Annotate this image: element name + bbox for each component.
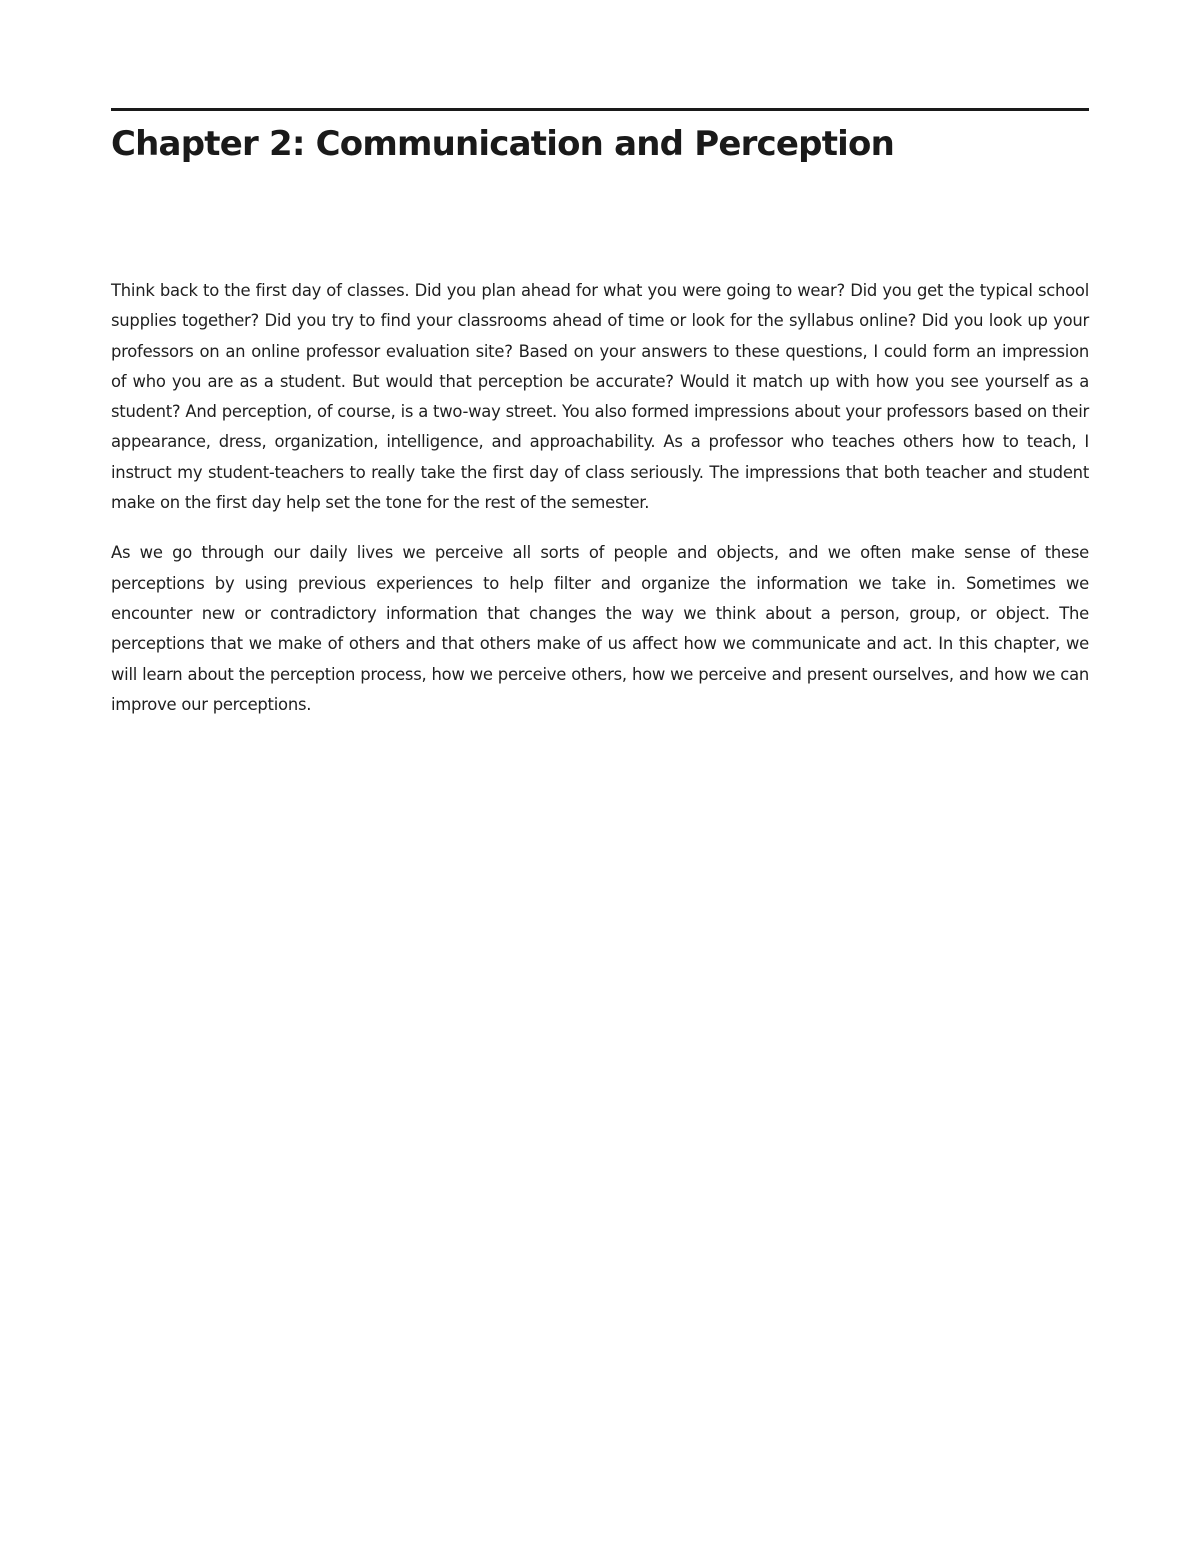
chapter-title: Chapter 2: Communication and Perception — [111, 124, 894, 164]
chapter-body — [111, 276, 1089, 720]
document-page — [111, 108, 1089, 740]
paragraph-overview: As we go through our daily lives we perceive all sorts of people and objects, and we often make sense of these perceptions by using previous experiences to help filter and organize the information we take in. Sometimes we encounter new or contradictory information that changes the way we think about a person, group, or object. The perceptions that we make of others and that others make of us affect how we communicate and act. In this chapter, we will learn about the perception process, how we perceive others, how we perceive and present ourselves, and how we can improve our perceptions. — [111, 543, 1089, 714]
paragraph-intro: Think back to the first day of classes. Did you plan ahead for what you were going to wear? Did you get the typical school supplies together? Did you try to find your classrooms ahead of time or look for the syllabus online? Did you look up your professors on an online professor evaluation site? Based on your answers to these questions, I could form an impression of who you are as a student. But would that perception be accurate? Would it match up with how you see yourself as a student? And perception, of course, is a two-way street. You also formed impressions about your professors based on their appearance, dress, organization, intelligence, and approachability. As a professor who teaches others how to teach, I instruct my student-teachers to really take the first day of class seriously. The impressions that both teacher and student make on the first day help set the tone for the rest of the semester. — [111, 281, 1089, 513]
chapter-top-rule — [111, 108, 1089, 111]
